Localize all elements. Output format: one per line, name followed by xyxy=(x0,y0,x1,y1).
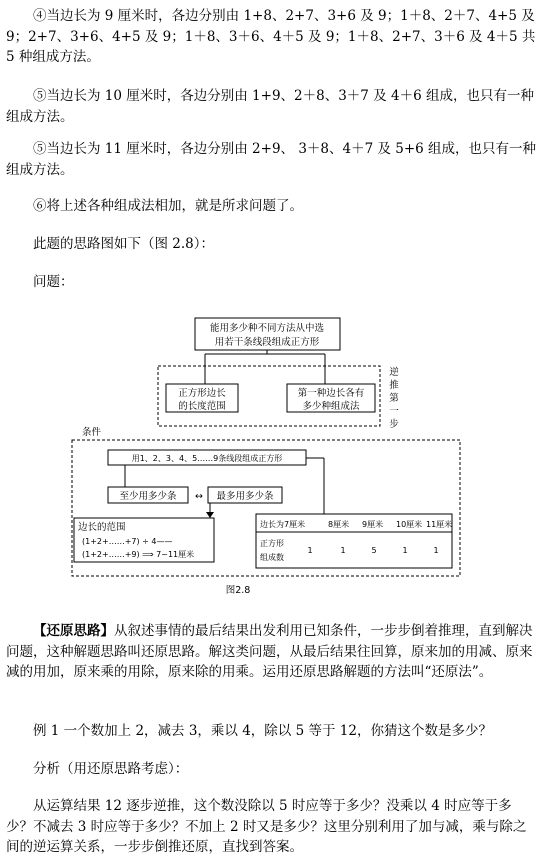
table-header-3: 9厘米 xyxy=(362,520,384,529)
method-paragraph xyxy=(6,621,537,683)
side-label-3: 第 xyxy=(389,393,399,404)
example-1: 例 1 一个数加上 2，减去 3，乘以 4，除以 5 等于 12，你猜这个数是多少？ xyxy=(33,723,492,739)
min-box-text: 至少用多少条 xyxy=(119,491,177,502)
table-value-1: 1 xyxy=(307,546,313,555)
method-title: 【还原思路】 xyxy=(33,623,114,639)
left-box-line1: 正方形边长 xyxy=(178,388,226,399)
range-line2: (1+2+……+9) ⟹ 7~11厘米 xyxy=(82,550,195,559)
top-box-line1: 能用多少种不同方法从中选 xyxy=(209,323,325,334)
side-label-5: 步 xyxy=(389,419,399,430)
paragraph-intro: 此题的思路图如下（图 2.8）： xyxy=(33,236,215,252)
range-title: 边长的范围 xyxy=(78,522,126,533)
table-value-5: 1 xyxy=(433,546,439,555)
left-box-line2: 的长度范围 xyxy=(178,401,226,412)
paragraph-sum: ⑥将上述各种组成法相加，就是所求问题了。 xyxy=(33,198,303,214)
table-header-4: 10厘米 xyxy=(396,520,423,529)
condition-label: 条件 xyxy=(82,427,102,438)
double-arrow: ↔ xyxy=(195,491,203,502)
table-header-2: 8厘米 xyxy=(328,520,350,529)
analysis-text: 从运算结果 12 逐步逆推，这个数没除以 5 时应等于多少？没乘以 4 时应等于多少？不减去 3 时应等于多少？不加上 2 时又是多少？这里分别利用了加与减，乘与除之间的逆运算关系，一步步倒推还原，直找到答案。 xyxy=(6,798,527,855)
range-line1: (1+2+……+7) ÷ 4—— xyxy=(82,537,173,546)
method-text: 从叙述事情的最后结果出发利用已知条件，一步步倒着推理，直到解决问题，这种解题思路叫还原思路。解这类问题，从最后结果往回算，原来加的用减、原来减的用加，原来乘的用除，原来除的用乘。运用还原思路解题的方法叫“还原法”。 xyxy=(6,623,533,680)
thinking-diagram xyxy=(60,310,480,600)
analysis-heading: 分析（用还原思路考虑）： xyxy=(33,761,189,777)
paragraph-case-10: ⑤当边长为 10 厘米时，各边分别由 1+9、2＋8、3＋7 及 4＋6 组成，也只有一种组成方法。 xyxy=(6,88,534,125)
table-header-5: 11厘米 xyxy=(426,520,453,529)
table-row-label-2: 组成数 xyxy=(260,553,284,562)
max-box-arrowhead xyxy=(206,512,214,518)
table-row-label-1: 正方形 xyxy=(260,539,284,548)
figure-caption: 图2.8 xyxy=(225,585,251,596)
max-box-text: 最多用多少条 xyxy=(216,491,274,502)
table-value-3: 5 xyxy=(371,546,377,555)
side-label-2: 推 xyxy=(389,380,399,391)
diagram-svg xyxy=(60,310,480,600)
right-box-line1: 第一种边长各有 xyxy=(297,388,365,399)
paragraph-case-11: ⑤当边长为 11 厘米时，各边分别由 2+9、 3＋8、4＋7 及 5+6 组成，也只有一种组成方法。 xyxy=(6,141,537,178)
paragraph-question: 问题： xyxy=(33,274,74,290)
side-label-1: 逆 xyxy=(389,367,399,378)
right-box-line2: 多少种组成法 xyxy=(302,401,360,412)
segments-text: 用1、2、3、4、5……9条线段组成正方形 xyxy=(131,454,283,463)
table-header-1: 边长为7厘米 xyxy=(260,520,306,529)
side-label-4: 一 xyxy=(389,406,399,417)
top-box-line2: 用若干条线段组成正方形 xyxy=(214,337,320,348)
table-value-2: 1 xyxy=(340,546,346,555)
table-value-4: 1 xyxy=(402,546,408,555)
paragraph-case-9: ④当边长为 9 厘米时，各边分别由 1+8、2+7、3+6 及 9；1＋8、2＋7、4+5 及 9；2+7、3+6、4+5 及 9；1＋8、3＋6、4＋5 及 9；1＋8、2+7、3＋6 及 4＋5 共 5 种组成方法。 xyxy=(6,8,536,65)
